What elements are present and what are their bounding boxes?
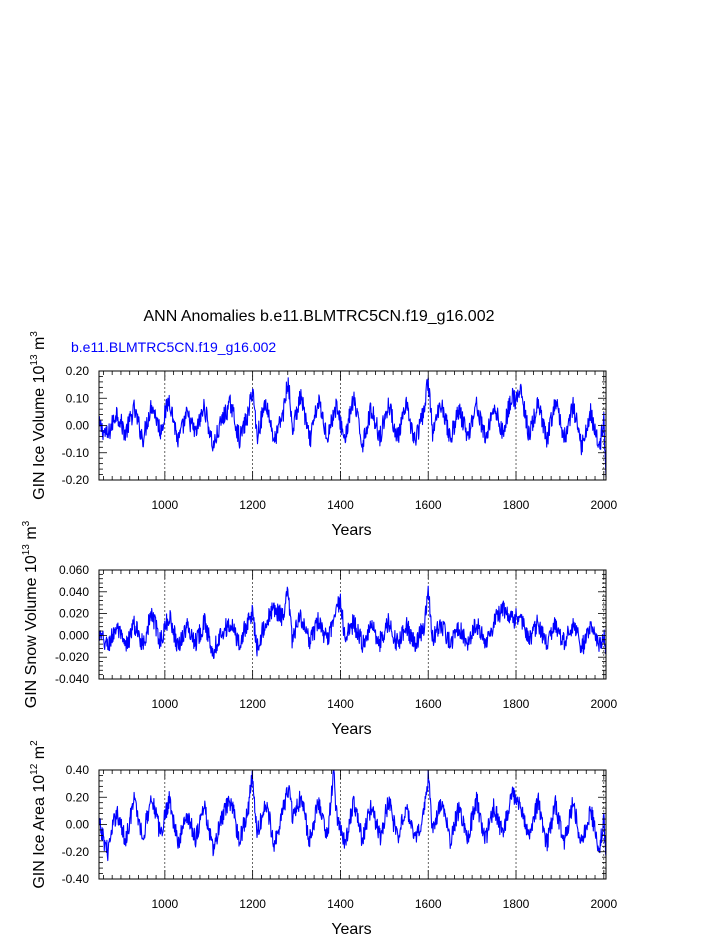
x-tick-label: 1800	[502, 697, 530, 711]
y-tick-label: -0.20	[61, 473, 89, 487]
x-tick-label: 1400	[327, 697, 354, 711]
x-tick-label: 1000	[151, 697, 179, 711]
y-tick-label: 0.020	[58, 606, 89, 621]
x-tick-label: 1600	[414, 697, 442, 711]
y-tick-label: 0.20	[65, 364, 89, 378]
panel-snow-volume	[21, 520, 617, 738]
y-tick-label: -0.020	[54, 650, 89, 665]
panel-ice-area	[29, 740, 617, 935]
y-tick-label: 0.000	[58, 628, 89, 643]
series-line	[99, 770, 606, 861]
y-axis-label: GIN Snow Volume $10^{13}$ $m^3$	[21, 520, 40, 709]
y-tick-label: 0.060	[58, 563, 89, 577]
y-tick-label: 0.00	[65, 418, 89, 433]
series-subtitle: b.e11.BLMTRC5CN.f19_g16.002	[71, 339, 277, 355]
y-tick-label: -0.040	[54, 672, 89, 686]
y-tick-label: -0.20	[61, 844, 89, 859]
x-tick-label: 1000	[151, 498, 179, 512]
x-tick-label: 1200	[239, 498, 266, 512]
y-tick-label: -0.40	[61, 872, 89, 886]
x-tick-label: 1800	[502, 897, 530, 911]
x-axis-label: Years	[331, 522, 372, 539]
series-line	[99, 586, 606, 658]
x-tick-label: 1600	[414, 498, 442, 512]
x-tick-label: 2000	[590, 697, 618, 711]
x-tick-label: 2000	[590, 498, 618, 512]
panel-ice-volume	[29, 331, 617, 539]
chart-title: ANN Anomalies b.e11.BLMTRC5CN.f19_g16.002	[143, 308, 495, 325]
x-tick-label: 1400	[327, 498, 354, 512]
x-tick-label: 1800	[502, 498, 530, 512]
x-axis-label: Years	[331, 721, 372, 738]
y-tick-label: 0.00	[65, 817, 89, 832]
x-tick-label: 1200	[239, 697, 266, 711]
y-tick-label: 0.040	[58, 584, 89, 599]
y-axis-label: GIN Ice Volume $10^{13}$ $m^3$	[29, 331, 48, 500]
x-tick-label: 1400	[327, 897, 354, 911]
y-axis-label: GIN Ice Area $10^{12}$ $m^2$	[29, 740, 48, 889]
y-tick-label: 0.40	[65, 763, 89, 777]
x-tick-label: 1600	[414, 897, 442, 911]
y-tick-label: 0.10	[65, 391, 89, 406]
y-tick-label: -0.10	[61, 445, 89, 460]
x-tick-label: 1000	[151, 897, 179, 911]
x-tick-label: 2000	[590, 897, 618, 911]
series-line	[99, 378, 606, 477]
x-axis-label: Years	[331, 921, 372, 935]
x-tick-label: 1200	[239, 897, 266, 911]
y-tick-label: 0.20	[65, 790, 89, 805]
